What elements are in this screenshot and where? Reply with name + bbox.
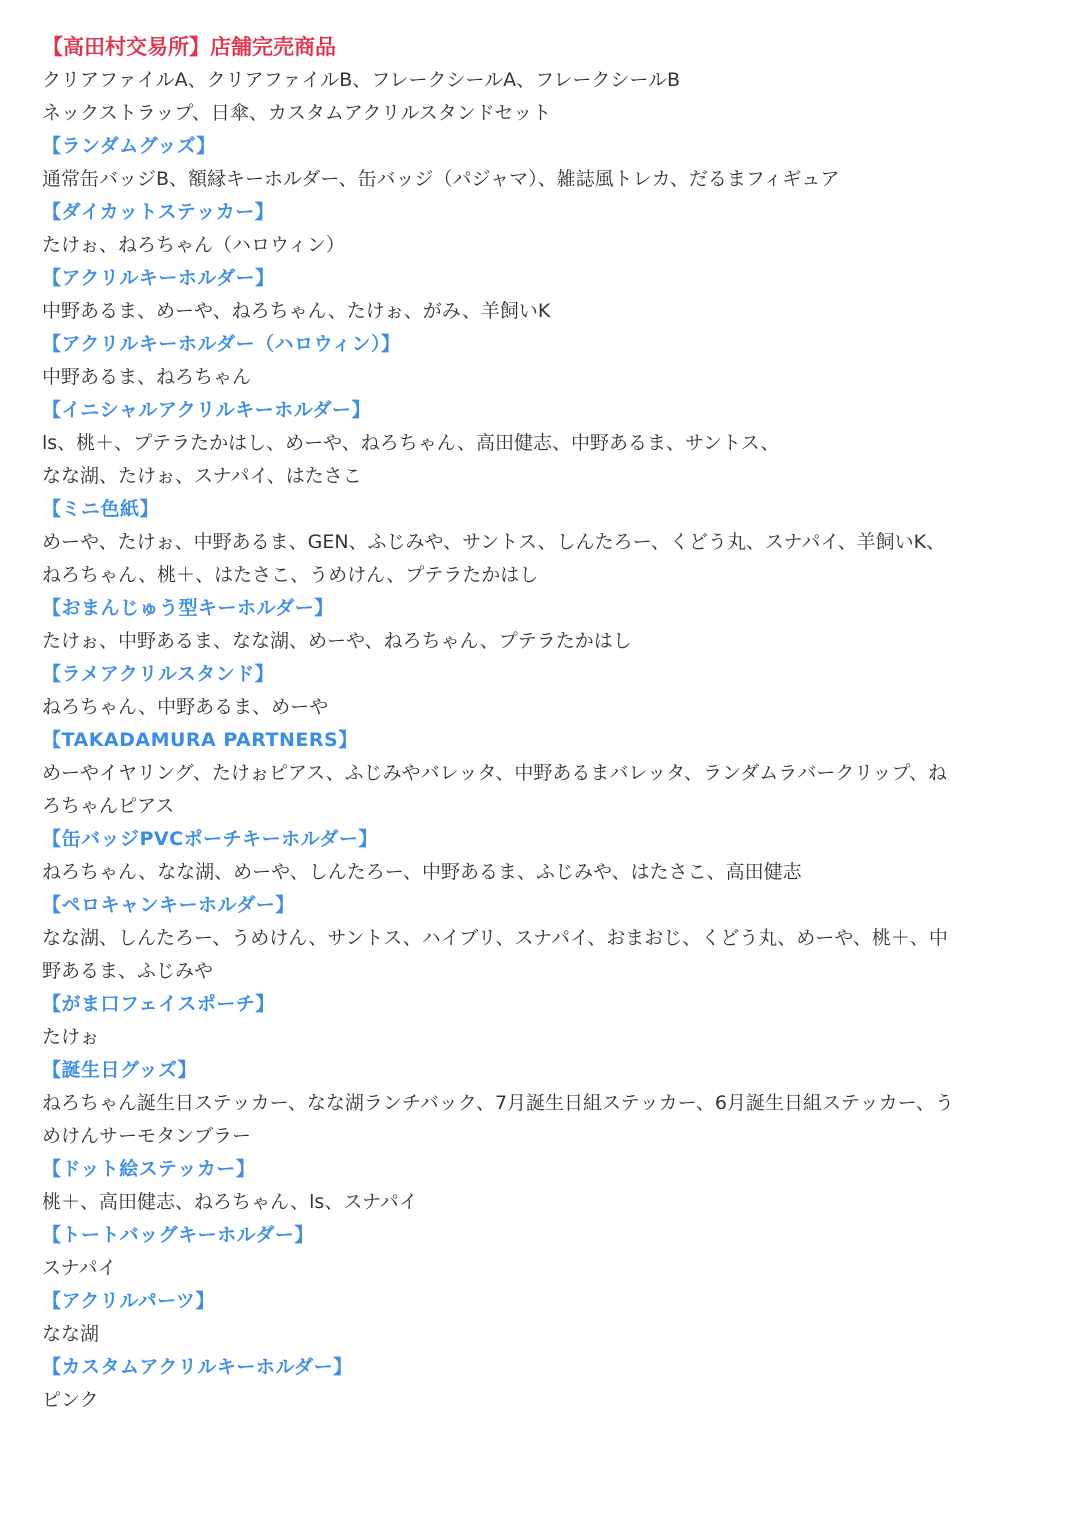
section-heading: 【おまんじゅう型キーホルダー】 xyxy=(42,597,334,619)
item-line: 中野あるま、めーや、ねろちゃん、たけぉ、がみ、羊飼いK xyxy=(42,300,551,322)
item-line: なな湖、しんたろー、うめけん、サントス、ハイブリ、スナパイ、おまおじ、くどう丸、めーや、桃＋、中 xyxy=(42,927,948,949)
section-heading: 【ミニ色紙】 xyxy=(42,498,160,520)
section xyxy=(42,328,1046,394)
section-heading: 【イニシャルアクリルキーホルダー】 xyxy=(42,399,372,421)
item-line: 野あるま、ふじみや xyxy=(42,960,214,982)
section-heading: 【缶バッジPVCポーチキーホルダー】 xyxy=(42,828,378,850)
item-line: ネックストラップ、日傘、カスタムアクリルスタンドセット xyxy=(42,102,552,124)
section xyxy=(42,823,1046,889)
item-line: ねろちゃん、中野あるま、めーや xyxy=(42,696,329,718)
item-line: めーや、たけぉ、中野あるま、GEN、ふじみや、サントス、しんたろー、くどう丸、スナパイ、羊飼いK、 xyxy=(42,531,946,553)
item-line: ねろちゃん、桃＋、はたさこ、うめけん、プテラたかはし xyxy=(42,564,539,586)
section xyxy=(42,64,1046,130)
item-line: ねろちゃん誕生日ステッカー、なな湖ランチバック、7月誕生日組ステッカー、6月誕生日組ステッカー、う xyxy=(42,1092,954,1114)
item-line: ls、桃＋、プテラたかはし、めーや、ねろちゃん、高田健志、中野あるま、サントス、 xyxy=(42,432,780,454)
section-heading: 【ラメアクリルスタンド】 xyxy=(42,663,275,685)
item-line: なな湖、たけぉ、スナパイ、はたさこ xyxy=(42,465,362,487)
item-line: めーやイヤリング、たけぉピアス、ふじみやバレッタ、中野あるまバレッタ、ランダムラバークリップ、ね xyxy=(42,762,947,784)
section xyxy=(42,262,1046,328)
section-heading: 【ドット絵ステッカー】 xyxy=(42,1158,256,1180)
section-heading: 【誕生日グッズ】 xyxy=(42,1059,198,1081)
item-line: たけぉ、ねろちゃん（ハロウィン） xyxy=(42,234,345,256)
section-list xyxy=(42,64,1046,1417)
section xyxy=(42,1054,1046,1153)
item-line: たけぉ、中野あるま、なな湖、めーや、ねろちゃん、プテラたかはし xyxy=(42,630,632,652)
section xyxy=(42,1153,1046,1219)
section xyxy=(42,394,1046,493)
section xyxy=(42,724,1046,823)
section xyxy=(42,196,1046,262)
item-line: 通常缶バッジB、額縁キーホルダー、缶バッジ（パジャマ）、雑誌風トレカ、だるまフィギュア xyxy=(42,168,840,190)
section xyxy=(42,658,1046,724)
page-title: 【高田村交易所】店舗完売商品 xyxy=(42,35,336,59)
section-heading: 【ペロキャンキーホルダー】 xyxy=(42,894,295,916)
item-line: なな湖 xyxy=(42,1323,100,1345)
section-heading: 【がま口フェイスポーチ】 xyxy=(42,993,275,1015)
section-heading: 【アクリルキーホルダー】 xyxy=(42,267,275,289)
item-line: ねろちゃん、なな湖、めーや、しんたろー、中野あるま、ふじみや、はたさこ、高田健志 xyxy=(42,861,802,883)
section xyxy=(42,130,1046,196)
item-line: ろちゃんピアス xyxy=(42,795,175,817)
section xyxy=(42,1219,1046,1285)
item-line: ピンク xyxy=(42,1389,99,1411)
section-heading: 【カスタムアクリルキーホルダー】 xyxy=(42,1356,353,1378)
item-line: たけぉ xyxy=(42,1026,100,1048)
section-heading: 【TAKADAMURA PARTNERS】 xyxy=(42,729,358,751)
section-heading: 【ランダムグッズ】 xyxy=(42,135,216,157)
section xyxy=(42,1351,1046,1417)
section xyxy=(42,592,1046,658)
item-line: 桃＋、高田健志、ねろちゃん、ls、スナパイ xyxy=(42,1191,418,1213)
section xyxy=(42,1285,1046,1351)
item-line: クリアファイルA、クリアファイルB、フレークシールA、フレークシールB xyxy=(42,69,681,91)
section-heading: 【アクリルキーホルダー（ハロウィン）】 xyxy=(42,333,401,355)
section xyxy=(42,988,1046,1054)
item-line: めけんサーモタンブラー xyxy=(42,1125,252,1147)
section xyxy=(42,493,1046,592)
section xyxy=(42,889,1046,988)
section-heading: 【トートバッグキーホルダー】 xyxy=(42,1224,314,1246)
section-heading: 【ダイカットステッカー】 xyxy=(42,201,275,223)
item-line: 中野あるま、ねろちゃん xyxy=(42,366,252,388)
section-heading: 【アクリルパーツ】 xyxy=(42,1290,215,1312)
item-line: スナパイ xyxy=(42,1257,117,1279)
